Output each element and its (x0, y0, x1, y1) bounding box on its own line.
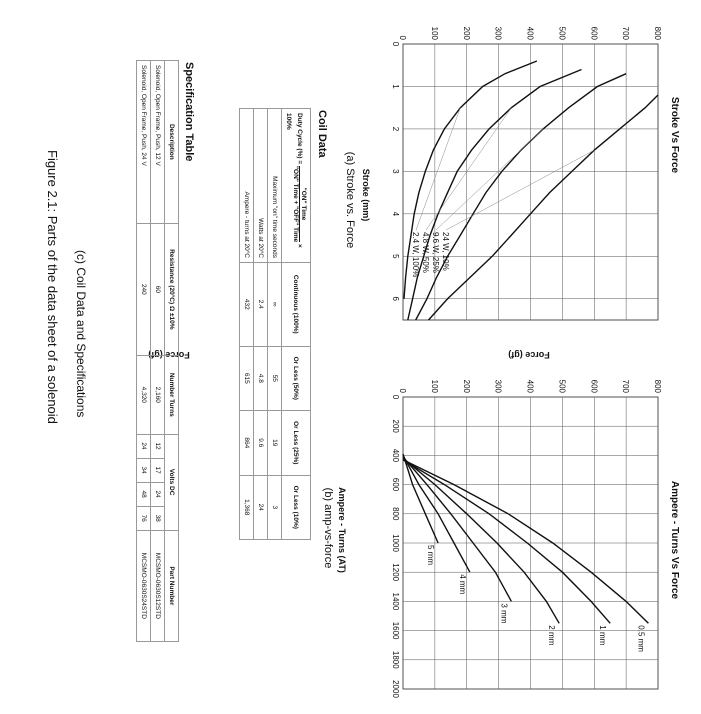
spec-cell: 24 (137, 434, 151, 458)
amp-grid (391, 380, 662, 699)
stroke-legend-label: 24 W, 10% (441, 232, 450, 271)
amp-series-line (403, 454, 438, 543)
stroke-legend-label: 9.6 W, 25% (431, 232, 440, 273)
amp-series-label: 1 mm (598, 625, 608, 646)
spec-header: Number Turns (165, 356, 179, 434)
spec-cell: 60 (151, 223, 165, 355)
amp-x-tick-label: 200 (391, 419, 400, 433)
amp-x-label: Ampere - Turns (AT) (337, 487, 347, 573)
spec-header: Description (165, 61, 179, 224)
amp-y-tick-label: 300 (493, 379, 503, 393)
amp-x-tick-label: 1400 (391, 592, 400, 611)
amp-y-tick-label: 400 (525, 379, 535, 393)
amp-x-tick-label: 2000 (391, 680, 400, 698)
spec-cell: 34 (137, 458, 151, 482)
stroke-y-tick-label: 0 (398, 35, 407, 40)
stroke-x-tick-label: 3 (391, 169, 400, 174)
stroke-y-tick-label: 100 (429, 26, 439, 40)
coil-cell: 19 (268, 411, 282, 475)
amp-series (403, 454, 648, 652)
spec-header: Resistance (20°C) Ω ±10% (165, 223, 179, 355)
coil-col-header: Or Less (10%) (282, 475, 311, 539)
stroke-y-tick-label: 400 (525, 26, 535, 40)
amp-y-tick-label: 100 (429, 379, 439, 393)
amp-y-label: Force (gf) (148, 350, 190, 360)
duty-cycle-formula: Duty Cycle (%) = "ON" Time "ON" Time + "OFF" Time × 100% (282, 109, 311, 263)
stroke-caption: (a) Stroke vs. Force (344, 151, 356, 249)
coil-col-header: Or Less (25%) (282, 411, 311, 475)
stroke-y-tick-label: 700 (621, 26, 631, 40)
spec-cell: 2,160 (151, 356, 165, 434)
spec-row (151, 61, 165, 642)
amp-x-tick-label: 600 (391, 477, 400, 492)
stroke-y-tick-label: 300 (493, 26, 503, 40)
amp-y-tick-label: 800 (653, 379, 662, 393)
amp-x-tick-label: 1000 (391, 534, 400, 552)
amp-chart-title: Ampere - Turns Vs Force (669, 480, 680, 600)
amp-series-label: 2 mm (547, 625, 557, 646)
coil-cell: 864 (240, 411, 254, 475)
spec-cell: 48 (137, 482, 151, 506)
amp-x-tick-label: 400 (391, 448, 400, 463)
coil-row-label: Ampere - turns at 20°C (240, 109, 254, 263)
spec-cell: 240 (137, 223, 151, 355)
coil-cell: 9.6 (254, 411, 268, 475)
spec-header: Volts DC (165, 434, 179, 530)
coil-cell: 4.8 (254, 346, 268, 410)
stroke-x-label: Stroke (mm) (361, 168, 371, 222)
coil-data-table (239, 108, 311, 540)
amp-x-tick-label: 1600 (391, 621, 400, 640)
spec-cell: 24 (151, 482, 165, 506)
coil-cell: 24 (254, 475, 268, 539)
coil-cell: 2.4 (254, 263, 268, 347)
coil-cell: 3 (268, 475, 282, 539)
coil-row (240, 109, 254, 540)
spec-table (136, 60, 179, 642)
spec-cell: MCSMO-0630S12STD (151, 530, 165, 641)
spec-cell: 4,320 (137, 356, 151, 434)
coil-cell: ∞ (268, 263, 282, 347)
coil-row (254, 109, 268, 540)
coil-cell: 55 (268, 346, 282, 410)
stroke-x-tick-label: 4 (391, 211, 400, 217)
spec-header: Part Number (165, 530, 179, 641)
coil-caption: (c) Coil Data and Specifications (74, 250, 88, 418)
stroke-x-tick-label: 5 (391, 254, 400, 259)
amp-x-tick-label: 800 (391, 507, 400, 521)
figure-caption: Figure 2.1: Parts of the data sheet of a solenoid (45, 150, 60, 424)
amp-caption: (b) amp-vs-force (322, 487, 334, 569)
amp-series-label: 5 mm (426, 545, 436, 565)
coil-cell: 1,368 (240, 475, 254, 539)
stroke-y-tick-label: 200 (461, 26, 471, 40)
coil-col-header: Or Less (50%) (282, 346, 311, 410)
spec-desc: Solenoid, Open Frame, Push, 24 V (137, 61, 151, 224)
stroke-chart-title: Stroke Vs Force (669, 96, 680, 174)
spec-cell: 76 (137, 506, 151, 530)
coil-cell: 432 (240, 263, 254, 347)
stroke-y-tick-label: 500 (557, 26, 567, 40)
stroke-legend-label: 2.4 W, 100% (411, 232, 420, 278)
amp-x-tick-label: 1200 (391, 563, 400, 582)
stroke-x-tick-label: 6 (391, 296, 400, 301)
spec-desc: Solenoid, Open Frame, Push, 12 V (151, 61, 165, 224)
coil-header-row (282, 109, 311, 540)
amp-y-tick-label: 500 (557, 379, 567, 393)
stroke-x-tick-label: 0 (391, 41, 400, 47)
spec-row (137, 61, 151, 642)
coil-cell: 615 (240, 346, 254, 410)
amp-x-tick-label: 1800 (391, 650, 400, 669)
amp-y-tick-label: 700 (621, 379, 631, 393)
amp-series-label: 3 mm (499, 603, 509, 624)
amp-y-tick-label: 0 (398, 388, 407, 393)
coil-row-label: Maximum "on" time seconds (268, 109, 282, 263)
amp-x-tick-label: 0 (391, 394, 400, 400)
coil-col-header: Continuous (100%) (282, 263, 311, 347)
stroke-x-tick-label: 2 (391, 126, 400, 132)
spec-cell: 38 (151, 506, 165, 530)
coil-row-label: Watts at 20°C (254, 109, 268, 263)
spec-cell: MCSMO-0630S24STD (137, 530, 151, 641)
amp-y-tick-label: 200 (461, 379, 471, 393)
spec-cell: 17 (151, 458, 165, 482)
coil-row (268, 109, 282, 540)
stroke-legend-label: 4.8 W, 50% (421, 232, 430, 273)
spec-header-row (165, 61, 179, 642)
stroke-x-tick-label: 1 (391, 84, 400, 89)
amp-series-label: 0.5 mm (636, 625, 646, 652)
coil-data-title: Coil Data (316, 110, 328, 158)
stroke-y-label: Force (gf) (508, 350, 550, 360)
spec-table-title: Specification Table (183, 62, 195, 162)
spec-cell: 12 (151, 434, 165, 458)
amp-y-tick-label: 600 (589, 379, 599, 393)
stroke-y-tick-label: 800 (653, 26, 662, 40)
stroke-y-tick-label: 600 (589, 26, 599, 40)
amp-series-label: 4 mm (457, 574, 467, 595)
